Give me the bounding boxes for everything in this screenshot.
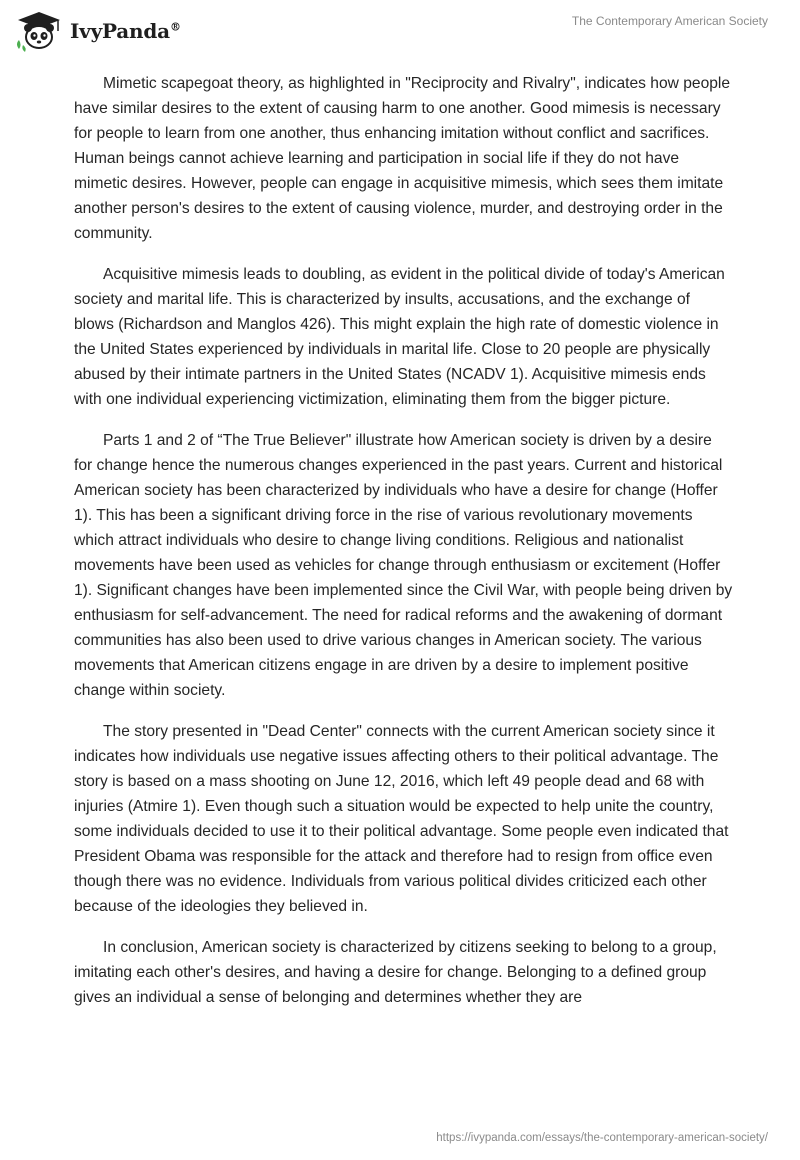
page-header bbox=[0, 0, 800, 60]
document-title: The Contemporary American Society bbox=[571, 14, 768, 28]
paragraph: Parts 1 and 2 of “The True Believer" illustrate how American society is driven by a desire for change hence the numerous changes experienced in the past years. Current and historical American society has been characterized by individuals who have a desire for change (Hoffer 1). This has been a significant driving force in the rise of various revolutionary movements which attract individuals who desire to change living conditions. Religious and nationalist movements have been used as vehicles for change through enthusiasm or excitement (Hoffer 1). Significant changes have been implemented since the Civil War, with people being driven by enthusiasm for self-advancement. The need for radical reforms and the awakening of dormant communities has also been used to drive various changes in American society. The various movements that American citizens engage in are driven by a desire to implement positive change within society. bbox=[74, 432, 733, 699]
brand-name: IvyPanda® bbox=[70, 19, 181, 43]
paragraph: Mimetic scapegoat theory, as highlighted in "Reciprocity and Rivalry", indicates how people have similar desires to the extent of causing harm to one another. Good mimesis is necessary for people to learn from one another, thus enhancing imitation without conflict and sacrifices. Human beings cannot achieve learning and participation in social life if they do not have mimetic desires. However, people can engage in acquisitive mimesis, which sees them imitate another person's desires to the extent of causing violence, murder, and destroying order in the community. bbox=[74, 75, 731, 242]
paragraph: The story presented in "Dead Center" connects with the current American society since it indicates how individuals use negative issues affecting others to their political advantage. The story is based on a mass shooting on June 12, 2016, which left 49 people dead and 68 with injuries (Atmire 1). Even though such a situation would be expected to help unite the country, some individuals decided to use it to their political advantage. Some people even indicated that President Obama was responsible for the attack and therefore had to resign from office even though there was no evidence. Individuals from various political divides criticized each other because of the ideologies they believed in. bbox=[74, 723, 729, 915]
essay-body bbox=[74, 71, 734, 1026]
panda-graduate-icon bbox=[14, 10, 64, 52]
paragraph: In conclusion, American society is characterized by citizens seeking to belong to a group, imitating each other's desires, and having a desire for change. Belonging to a defined group gives an individual a sense of belonging and determines whether they are bbox=[74, 939, 717, 1006]
paragraph: Acquisitive mimesis leads to doubling, as evident in the political divide of today's American society and marital life. This is characterized by insults, accusations, and the exchange of blows (Richardson and Manglos 426). This might explain the high rate of domestic violence in the United States experienced by individuals in marital life. Close to 20 people are physically abused by their intimate partners in the United States (NCADV 1). Acquisitive mimesis ends with one individual experiencing victimization, eliminating them from the bigger picture. bbox=[74, 266, 725, 408]
ivypanda-logo[interactable] bbox=[14, 10, 181, 52]
source-url-link[interactable]: https://ivypanda.com/essays/the-contemporary-american-society/ bbox=[436, 1132, 768, 1144]
